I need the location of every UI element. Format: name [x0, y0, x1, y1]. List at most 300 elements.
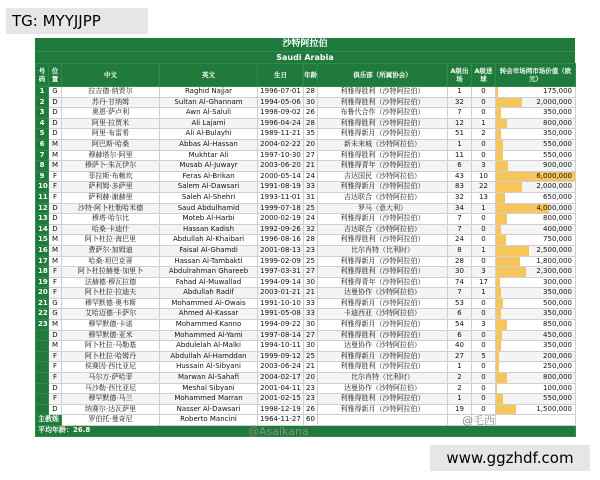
english-name-cell: Feras Al-Brikan: [160, 171, 258, 182]
caps-cell: 6: [448, 309, 472, 320]
club-cell: 达曼协作（沙特阿拉伯）: [318, 288, 448, 299]
chinese-name-cell: 穆罕默德·奥韦斯: [62, 298, 160, 309]
caps-cell: 11: [448, 150, 472, 161]
club-cell: 布鲁代合作（沙特阿拉伯）: [318, 108, 448, 119]
position-cell: G: [49, 309, 62, 320]
col-header-english-name: 英文: [160, 64, 258, 87]
market-value-bar: [496, 182, 522, 192]
english-name-cell: Mohammed Al-Yami: [160, 330, 258, 341]
position-cell: M: [49, 256, 62, 267]
chinese-name-cell: 穆萨卜·朱瓦伊尔: [62, 161, 160, 172]
chinese-name-cell: 菲拉斯·布赖坎: [62, 171, 160, 182]
goals-cell: 0: [472, 256, 496, 267]
age-cell: 30: [304, 97, 318, 108]
english-name-cell: Hassan Al-Tambakti: [160, 256, 258, 267]
market-value-bar: [496, 299, 503, 309]
birthday-cell: 1992-09-26: [258, 224, 304, 235]
market-value-cell: [496, 404, 576, 415]
goals-cell: 5: [472, 351, 496, 362]
team-title-en: Saudi Arabia: [35, 51, 575, 63]
club-cell: 利雅得新月（沙特阿拉伯）: [318, 298, 448, 309]
goals-cell: 0: [472, 224, 496, 235]
club-cell: 利雅得新月（沙特阿拉伯）: [318, 404, 448, 415]
market-value-cell: [496, 362, 576, 373]
col-header-birthday: 生日: [258, 64, 304, 87]
age-cell: 21: [304, 161, 318, 172]
chinese-name-cell: 纳赛尔·达瓦萨里: [62, 404, 160, 415]
birthday-cell: 1996-07-01: [258, 87, 304, 98]
position-cell: F: [49, 288, 62, 299]
chinese-name-cell: 穆塔·哈尔比: [62, 214, 160, 225]
position-cell: M: [49, 150, 62, 161]
number-cell: [36, 351, 49, 362]
goals-cell: 3: [472, 320, 496, 331]
corner-watermark: @毛西: [462, 414, 495, 427]
age-cell: 27: [304, 267, 318, 278]
chinese-name-cell: 穆罕默德·亚米: [62, 330, 160, 341]
market-value-cell: [496, 161, 576, 172]
number-cell: 9: [36, 171, 49, 182]
caps-cell: 6: [448, 161, 472, 172]
birthday-cell: 1999-07-18: [258, 203, 304, 214]
number-cell: 22: [36, 309, 49, 320]
birthday-cell: 2003-01-21: [258, 288, 304, 299]
number-cell: 4: [36, 118, 49, 129]
english-name-cell: Fahad Al-Muwallad: [160, 277, 258, 288]
birthday-cell: 1996-08-16: [258, 235, 304, 246]
club-cell: 利雅得新月（沙特阿拉伯）: [318, 182, 448, 193]
market-value-cell: [496, 224, 576, 235]
col-header-age: 年龄: [304, 64, 318, 87]
market-value-cell: [496, 245, 576, 256]
goals-cell: 0: [472, 214, 496, 225]
caps-cell: 51: [448, 129, 472, 140]
english-name-cell: Mukhtar Ali: [160, 150, 258, 161]
goals-cell: 3: [472, 267, 496, 278]
goals-cell: 0: [472, 97, 496, 108]
birthday-cell: 1991-08-19: [258, 182, 304, 193]
market-value-cell: [496, 320, 576, 331]
number-cell: 20: [36, 288, 49, 299]
market-value-bar: [496, 151, 503, 161]
position-cell: M: [49, 235, 62, 246]
player-row: [36, 161, 576, 172]
player-row: [36, 203, 576, 214]
chinese-name-cell: 萨利姆·多萨里: [62, 182, 160, 193]
position-cell: D: [49, 97, 62, 108]
chinese-name-cell: 苏丹·甘纳姆: [62, 97, 160, 108]
chinese-name-cell: 拉吉德·纳贾尔: [62, 87, 160, 98]
player-row: [36, 341, 576, 352]
player-row: [36, 320, 576, 331]
birthday-cell: 1991-10-10: [258, 298, 304, 309]
caps-cell: 32: [448, 97, 472, 108]
coach-age: 60: [304, 415, 318, 426]
age-cell: 30: [304, 277, 318, 288]
coach-birthday: 1964-11-27: [258, 415, 304, 426]
caps-cell: 1: [448, 87, 472, 98]
caps-cell: 54: [448, 320, 472, 331]
birthday-cell: 2003-06-24: [258, 362, 304, 373]
market-value-cell: [496, 150, 576, 161]
player-row: [36, 150, 576, 161]
position-cell: M: [49, 161, 62, 172]
market-value-text: 250,000: [543, 362, 572, 371]
chinese-name-cell: 阿巴斯·哈桑: [62, 139, 160, 150]
age-cell: 33: [304, 298, 318, 309]
club-cell: 利雅得新月（沙特阿拉伯）: [318, 320, 448, 331]
number-cell: 21: [36, 298, 49, 309]
age-cell: 20: [304, 373, 318, 384]
english-name-cell: Abdullah Al-Khaibari: [160, 235, 258, 246]
market-value-cell: [496, 309, 576, 320]
market-value-text: 6,000,000: [536, 171, 572, 180]
player-row: [36, 139, 576, 150]
english-name-cell: Nasser Al-Dawsari: [160, 404, 258, 415]
telegram-tag-overlay: TG: MYYJJPP: [6, 8, 148, 34]
club-cell: 利雅得胜利（沙特阿拉伯）: [318, 97, 448, 108]
number-cell: 18: [36, 267, 49, 278]
market-value-text: 350,000: [543, 341, 572, 350]
position-cell: F: [49, 182, 62, 193]
birthday-cell: 2004-02-17: [258, 373, 304, 384]
english-name-cell: Hussain Al-Sibyani: [160, 362, 258, 373]
goals-cell: 1: [472, 203, 496, 214]
birthday-cell: 1997-03-31: [258, 267, 304, 278]
market-value-bar: [496, 394, 503, 404]
club-cell: 利雅得青年（沙特阿拉伯）: [318, 277, 448, 288]
coach-name-en: Roberto Mancini: [160, 415, 258, 426]
number-cell: 2: [36, 97, 49, 108]
player-row: [36, 129, 576, 140]
market-value-bar: [496, 214, 507, 224]
age-cell: 21: [304, 362, 318, 373]
caps-cell: 43: [448, 171, 472, 182]
chinese-name-cell: 法赫德·穆瓦拉德: [62, 277, 160, 288]
player-row: [36, 330, 576, 341]
goals-cell: 22: [472, 182, 496, 193]
market-value-text: 350,000: [543, 288, 572, 297]
age-cell: 25: [304, 351, 318, 362]
number-cell: 23: [36, 320, 49, 331]
market-value-cell: [496, 214, 576, 225]
market-value-text: 850,000: [543, 320, 572, 329]
club-cell: 利雅得新月（沙特阿拉伯）: [318, 256, 448, 267]
caps-cell: 74: [448, 277, 472, 288]
goals-cell: 0: [472, 383, 496, 394]
chinese-name-cell: 萨利赫·谢赫里: [62, 192, 160, 203]
market-value-bar: [496, 352, 499, 362]
market-value-cell: [496, 351, 576, 362]
chinese-name-cell: 沙特·阿卜杜勒哈米德: [62, 203, 160, 214]
player-row: [36, 87, 576, 98]
caps-cell: 19: [448, 404, 472, 415]
club-cell: 利雅得胜利（沙特阿拉伯）: [318, 87, 448, 98]
english-name-cell: Saud Abdulhamid: [160, 203, 258, 214]
position-cell: F: [49, 277, 62, 288]
player-row: [36, 288, 576, 299]
english-name-cell: Sultan Al-Ghannam: [160, 97, 258, 108]
market-value-bar: [496, 98, 522, 108]
number-cell: 10: [36, 182, 49, 193]
english-name-cell: Abdulrahman Ghareeb: [160, 267, 258, 278]
age-cell: 26: [304, 108, 318, 119]
caps-cell: 8: [448, 245, 472, 256]
coach-empty-club: [318, 415, 448, 426]
club-cell: 利雅得胜利（沙特阿拉伯）: [318, 267, 448, 278]
team-title-cn: 沙特阿拉伯: [35, 38, 575, 51]
market-value-bar: [496, 87, 498, 97]
market-value-cell: [496, 256, 576, 267]
player-row: [36, 245, 576, 256]
number-cell: [36, 330, 49, 341]
market-value-cell: [496, 203, 576, 214]
english-name-cell: Ahmed Al-Kassar: [160, 309, 258, 320]
market-value-bar: [496, 405, 516, 415]
market-value-text: 4,000,000: [536, 203, 572, 212]
club-cell: 利雅得胜利（沙特阿拉伯）: [318, 330, 448, 341]
table-header-row: [36, 64, 576, 87]
market-value-bar: [496, 235, 506, 245]
market-value-bar: [496, 225, 501, 235]
player-row: [36, 224, 576, 235]
club-cell: 达曼协作（沙特阿拉伯）: [318, 341, 448, 352]
player-row: [36, 192, 576, 203]
caps-cell: 53: [448, 298, 472, 309]
col-header-caps: A级出场: [448, 64, 472, 87]
goals-cell: 13: [472, 192, 496, 203]
english-name-cell: Abdullah Radif: [160, 288, 258, 299]
market-value-text: 750,000: [543, 235, 572, 244]
position-cell: F: [49, 373, 62, 384]
market-value-bar: [496, 108, 501, 118]
goals-cell: 17: [472, 277, 496, 288]
position-cell: F: [49, 171, 62, 182]
birthday-cell: 1998-12-19: [258, 404, 304, 415]
market-value-cell: [496, 171, 576, 182]
goals-cell: 3: [472, 161, 496, 172]
caps-cell: 34: [448, 203, 472, 214]
age-cell: 33: [304, 309, 318, 320]
chinese-name-cell: 马尔万·萨哈菲: [62, 373, 160, 384]
player-row: [36, 394, 576, 405]
chinese-name-cell: 阿卜杜拉·拉迪夫: [62, 288, 160, 299]
position-cell: G: [49, 87, 62, 98]
market-value-bar: [496, 331, 502, 341]
market-value-bar: [496, 161, 508, 171]
age-cell: 24: [304, 171, 318, 182]
position-cell: F: [49, 362, 62, 373]
market-value-cell: [496, 394, 576, 405]
club-cell: 利雅得胜利（沙特阿拉伯）: [318, 118, 448, 129]
english-name-cell: Mohammed Kanno: [160, 320, 258, 331]
market-value-cell: [496, 182, 576, 193]
goals-cell: 0: [472, 309, 496, 320]
english-name-cell: Hassan Kadish: [160, 224, 258, 235]
caps-cell: 1: [448, 139, 472, 150]
market-value-text: 2,000,000: [536, 182, 572, 191]
goals-cell: 0: [472, 87, 496, 98]
number-cell: 13: [36, 214, 49, 225]
english-name-cell: Abdullah Al-Hamddan: [160, 351, 258, 362]
market-value-bar: [496, 278, 500, 288]
weibo-watermark: @Asaikana: [248, 425, 309, 438]
age-cell: 24: [304, 214, 318, 225]
chinese-name-cell: 哈桑·坦巴克蒂: [62, 256, 160, 267]
number-cell: 17: [36, 256, 49, 267]
english-name-cell: Awn Al-Saluli: [160, 108, 258, 119]
english-name-cell: Ali Lajami: [160, 118, 258, 129]
player-row: [36, 108, 576, 119]
col-header-chinese-name: 中文: [62, 64, 160, 87]
caps-cell: 32: [448, 192, 472, 203]
market-value-cell: [496, 341, 576, 352]
club-cell: 比尔肖特（比利时）: [318, 373, 448, 384]
market-value-bar: [496, 140, 503, 150]
birthday-cell: 1997-10-30: [258, 150, 304, 161]
number-cell: 8: [36, 161, 49, 172]
club-cell: 利雅得胜利（沙特阿拉伯）: [318, 235, 448, 246]
birthday-cell: 1997-08-14: [258, 330, 304, 341]
number-cell: 15: [36, 235, 49, 246]
caps-cell: 27: [448, 351, 472, 362]
position-cell: F: [49, 267, 62, 278]
market-value-bar: [496, 362, 499, 372]
chinese-name-cell: 穆罕默德·马兰: [62, 394, 160, 405]
age-cell: 27: [304, 150, 318, 161]
english-name-cell: Raghid Najjar: [160, 87, 258, 98]
birthday-cell: 2001-02-15: [258, 394, 304, 405]
caps-cell: 1: [448, 394, 472, 405]
market-value-cell: [496, 118, 576, 129]
birthday-cell: 2001-04-11: [258, 383, 304, 394]
coach-name-cn: 罗伯托·曼奇尼: [62, 415, 160, 426]
position-cell: M: [49, 139, 62, 150]
market-value-text: 450,000: [543, 330, 572, 339]
player-row: [36, 214, 576, 225]
english-name-cell: Musab Al-Juwayr: [160, 161, 258, 172]
club-cell: 比尔肖特（比利时）: [318, 245, 448, 256]
market-value-text: 650,000: [543, 192, 572, 201]
player-row: [36, 171, 576, 182]
goals-cell: 0: [472, 150, 496, 161]
market-value-bar: [496, 384, 497, 394]
market-value-text: 175,000: [543, 87, 572, 95]
market-value-cell: [496, 383, 576, 394]
player-row: [36, 298, 576, 309]
birthday-cell: 1989-11-21: [258, 129, 304, 140]
player-row: [36, 351, 576, 362]
market-value-cell: [496, 139, 576, 150]
goals-cell: 0: [472, 330, 496, 341]
chinese-name-cell: 阿里·拉贾米: [62, 118, 160, 129]
position-cell: M: [49, 320, 62, 331]
club-cell: 吉达国民（沙特阿拉伯）: [318, 171, 448, 182]
player-row: [36, 309, 576, 320]
english-name-cell: Mohammed Marran: [160, 394, 258, 405]
player-row: [36, 277, 576, 288]
market-value-bar: [496, 373, 507, 383]
chinese-name-cell: 阿里·布雷希: [62, 129, 160, 140]
club-cell: 罗马（意大利）: [318, 203, 448, 214]
chinese-name-cell: 阿卜杜拉·海巴里: [62, 235, 160, 246]
market-value-text: 1,800,000: [536, 256, 572, 265]
chinese-name-cell: 阿卜杜拉赫曼·加里卜: [62, 267, 160, 278]
club-cell: 吉达联合（沙特阿拉伯）: [318, 192, 448, 203]
player-row: [36, 383, 576, 394]
birthday-cell: 1996-04-24: [258, 118, 304, 129]
chinese-name-cell: 费萨尔·加姆迪: [62, 245, 160, 256]
caps-cell: 40: [448, 341, 472, 352]
position-cell: D: [49, 203, 62, 214]
number-cell: 6: [36, 139, 49, 150]
birthday-cell: 1994-09-22: [258, 320, 304, 331]
player-row: [36, 97, 576, 108]
market-value-text: 800,000: [543, 214, 572, 223]
col-header-market-value: 转会市场网市场价值（欧元）: [496, 64, 576, 87]
position-cell: F: [49, 192, 62, 203]
caps-cell: 2: [448, 383, 472, 394]
club-cell: 利雅得胜利（沙特阿拉伯）: [318, 150, 448, 161]
market-value-text: 500,000: [543, 298, 572, 307]
market-value-cell: [496, 373, 576, 384]
caps-cell: 30: [448, 267, 472, 278]
goals-cell: 0: [472, 373, 496, 384]
chinese-name-cell: 穆罕默德·卡诺: [62, 320, 160, 331]
club-cell: 利雅得青年（沙特阿拉伯）: [318, 161, 448, 172]
market-value-cell: [496, 235, 576, 246]
goals-cell: 0: [472, 404, 496, 415]
market-value-cell: [496, 192, 576, 203]
market-value-text: 1,500,000: [536, 404, 572, 413]
market-value-cell: [496, 277, 576, 288]
age-cell: 23: [304, 245, 318, 256]
position-cell: M: [49, 245, 62, 256]
market-value-text: 2,000,000: [536, 97, 572, 106]
average-age-label: 平均年龄：26.8: [36, 426, 576, 437]
english-name-cell: Faisal Al-Ghamdi: [160, 245, 258, 256]
goals-cell: 2: [472, 129, 496, 140]
club-cell: 利雅得胜利（沙特阿拉伯）: [318, 362, 448, 373]
number-cell: [36, 341, 49, 352]
market-value-bar: [496, 246, 529, 256]
player-row: [36, 373, 576, 384]
age-cell: 28: [304, 87, 318, 98]
chinese-name-cell: 穆赫塔尔·阿里: [62, 150, 160, 161]
market-value-cell: [496, 87, 576, 98]
chinese-name-cell: 哈桑·卡迪什: [62, 224, 160, 235]
position-cell: D: [49, 383, 62, 394]
number-cell: 5: [36, 129, 49, 140]
age-cell: 26: [304, 404, 318, 415]
market-value-cell: [496, 108, 576, 119]
market-value-text: 100,000: [543, 383, 572, 392]
market-value-text: 350,000: [543, 309, 572, 318]
number-cell: 3: [36, 108, 49, 119]
squad-table: [35, 63, 576, 437]
position-cell: D: [49, 404, 62, 415]
age-cell: 31: [304, 192, 318, 203]
goals-cell: 0: [472, 341, 496, 352]
market-value-text: 550,000: [543, 139, 572, 148]
market-value-text: 550,000: [543, 150, 572, 159]
goals-cell: 10: [472, 171, 496, 182]
age-cell: 21: [304, 288, 318, 299]
english-name-cell: Abdulelah Al-Malki: [160, 341, 258, 352]
position-cell: D: [49, 129, 62, 140]
market-value-bar: [496, 119, 507, 129]
market-value-bar: [496, 341, 501, 351]
